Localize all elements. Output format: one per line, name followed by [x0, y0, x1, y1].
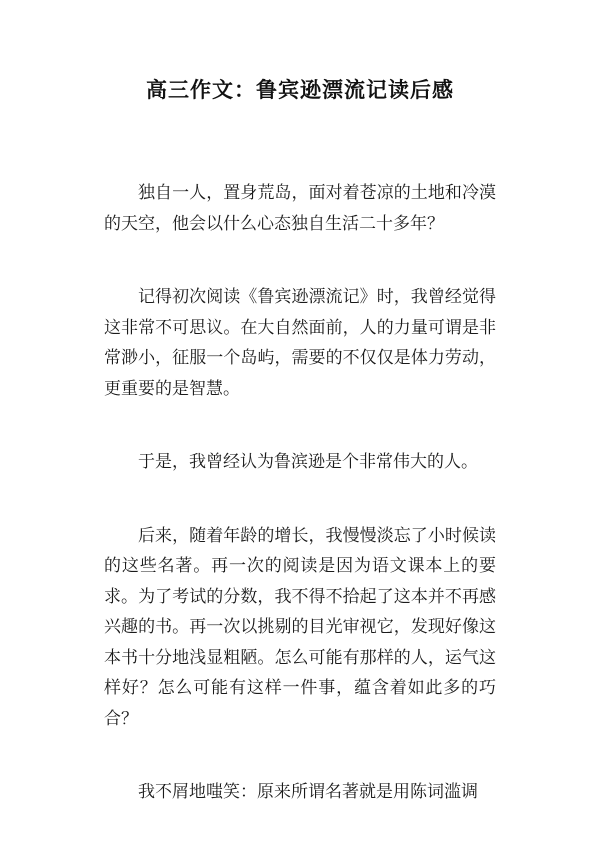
paragraph: 于是，我曾经认为鲁滨逊是个非常伟大的人。 [138, 452, 478, 472]
paragraph: 后来，随着年龄的增长，我慢慢淡忘了小时候读的这些名著。再一次的阅读是因为语文课本上的要求。为了考试的分数，我不得不拾起了这本并不再感兴趣的书。再一次以挑剔的目光审视它，发现好像这本书十分地浅显粗陋。怎么可能有那样的人，运气这样好？怎么可能有这样一件事，蕴含着如此多的巧合？ [104, 525, 496, 729]
paragraph: 我不屑地嗤笑：原来所谓名著就是用陈词滥调 [138, 782, 478, 802]
paragraph: 独自一人，置身荒岛，面对着苍凉的土地和冷漠的天空，他会以什么心态独自生活二十多年？ [104, 183, 496, 234]
paragraph: 记得初次阅读《鲁宾逊漂流记》时，我曾经觉得这非常不可思议。在大自然面前，人的力量可谓是非常渺小，征服一个岛屿，需要的不仅仅是体力劳动，更重要的是智慧。 [104, 287, 496, 399]
document-body [104, 178, 496, 848]
document-title: 高三作文：鲁宾逊漂流记读后感 [146, 78, 454, 102]
